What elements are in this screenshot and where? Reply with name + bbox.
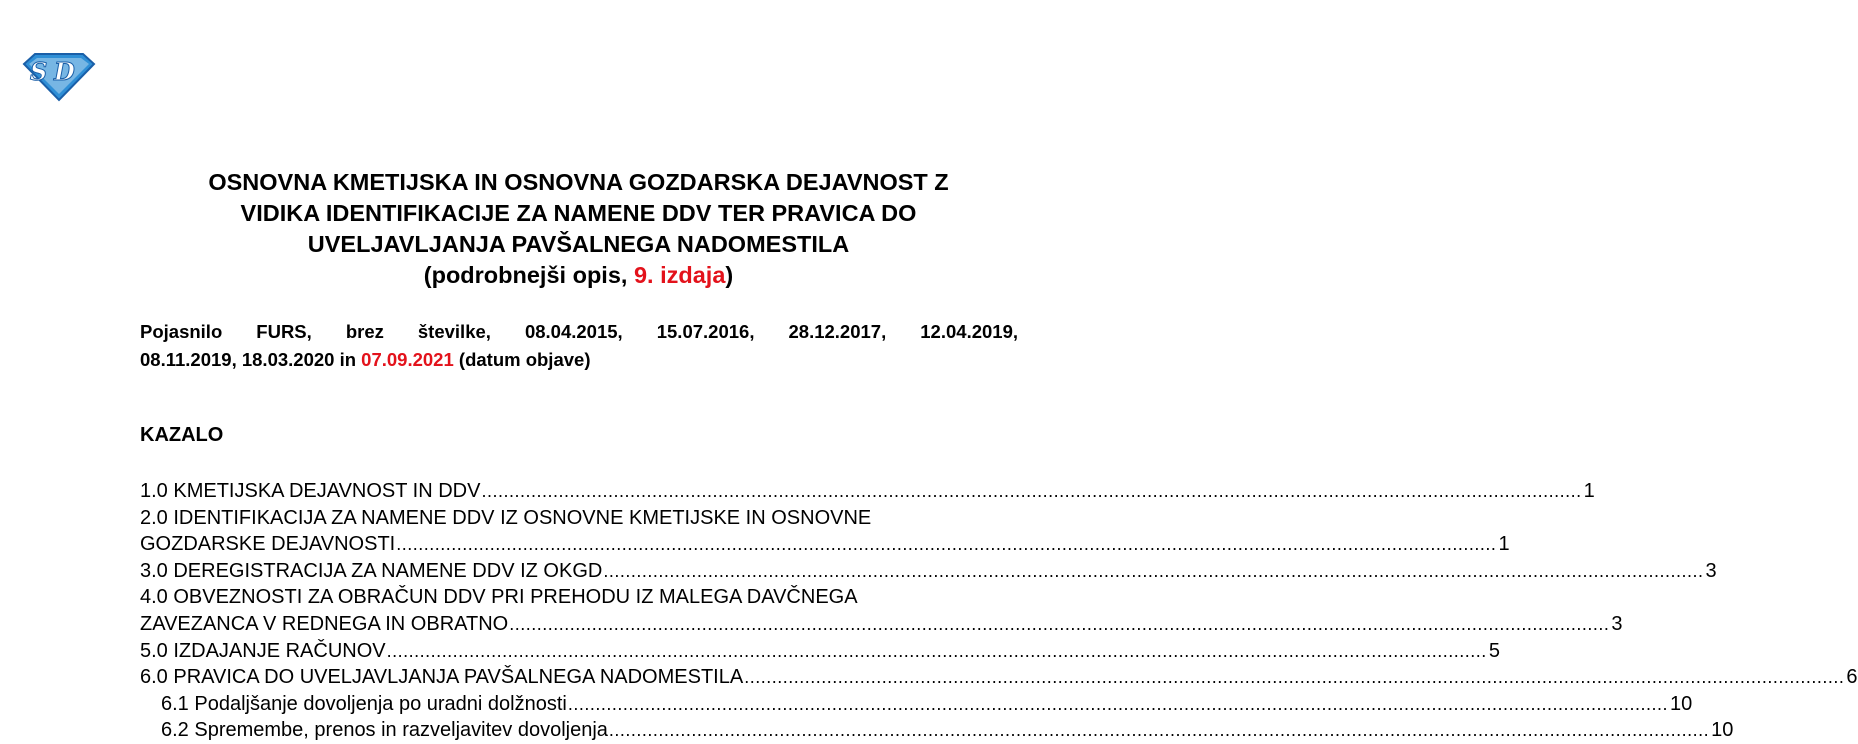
toc-entry[interactable] — [140, 531, 1510, 558]
toc-leader: ........................................................................................................................................................................................................ — [567, 693, 1669, 714]
edition-suffix: ) — [725, 262, 734, 288]
toc-entry-page: 3 — [1705, 559, 1717, 582]
toc-entry-title: ZAVEZANCA V REDNEGA IN OBRATNO — [140, 612, 509, 635]
toc-leader: ........................................................................................................................................................................................................ — [744, 667, 1845, 688]
title-edition — [0, 260, 1157, 291]
toc-entry-title: 3.0 DEREGISTRACIJA ZA NAMENE DDV IZ OKGD — [140, 559, 603, 582]
intro-line-1: Pojasnilo FURS, brez številke, 08.04.2015, 15.07.2016, 28.12.2017, 12.04.2019, — [140, 321, 1018, 342]
toc-leader: ........................................................................................................................................................................................................ — [396, 534, 1497, 555]
toc-entry-page: 10 — [1670, 692, 1693, 715]
toc-leader: ........................................................................................................................................................................................................ — [608, 720, 1710, 741]
toc-entry[interactable] — [140, 478, 1595, 505]
intro-line-2 — [140, 346, 1018, 374]
toc-leader: ........................................................................................................................................................................................................ — [386, 640, 1487, 661]
edition-prefix: (podrobnejši opis, — [423, 262, 634, 288]
toc-entry-title-line-1[interactable]: 4.0 OBVEZNOSTI ZA OBRAČUN DDV PRI PREHODU IZ MALEGA DAVČNEGA — [140, 586, 858, 609]
toc-heading: KAZALO — [140, 424, 224, 446]
intro-latest-date: 07.09.2021 — [361, 349, 454, 370]
toc-entry-title: GOZDARSKE DEJAVNOSTI — [140, 533, 396, 556]
toc-entry-page: 6 — [1846, 666, 1858, 689]
title-line-3: UVELJAVLJANJA PAVŠALNEGA NADOMESTILA — [307, 231, 850, 257]
toc-entry-title-line-1[interactable]: 2.0 IDENTIFIKACIJA ZA NAMENE DDV IZ OSNOVNE KMETIJSKE IN OSNOVNE — [140, 506, 872, 529]
toc-subentry[interactable] — [140, 717, 1734, 744]
toc-leader: ........................................................................................................................................................................................................ — [509, 613, 1610, 634]
toc-subentry[interactable] — [140, 691, 1693, 718]
toc-entry-page: 10 — [1711, 719, 1734, 742]
edition-number: 9. izdaja — [633, 262, 726, 288]
toc-entry-page: 5 — [1488, 639, 1500, 662]
toc-entry[interactable] — [140, 558, 1717, 585]
toc-entry-page: 1 — [1583, 480, 1595, 502]
table-of-contents — [140, 478, 1858, 744]
toc-entry-title: 1.0 KMETIJSKA DEJAVNOST IN DDV — [140, 480, 481, 502]
toc-entry-page: 3 — [1611, 612, 1623, 635]
svg-text:S: S — [30, 57, 48, 86]
title-line-2: VIDIKA IDENTIFIKACIJE ZA NAMENE DDV TER PRAVICA DO — [240, 200, 917, 226]
svg-text:D: D — [54, 57, 75, 86]
toc-entry[interactable] — [140, 638, 1500, 665]
toc-entry[interactable] — [140, 611, 1623, 638]
toc-leader: ........................................................................................................................................................................................................ — [603, 560, 1704, 581]
intro-note: (datum objave) — [453, 349, 591, 370]
intro-paragraph — [140, 318, 1018, 374]
toc-entry-title: 5.0 IZDAJANJE RAČUNOV — [140, 639, 386, 662]
toc-entry-title: 6.0 PRAVICA DO UVELJAVLJANJA PAVŠALNEGA NADOMESTILA — [140, 666, 744, 689]
toc-entry-title: 6.1 Podaljšanje dovoljenja po uradni dolžnosti — [161, 692, 567, 715]
document-title — [0, 167, 1157, 291]
toc-leader: ........................................................................................................................................................................................................ — [481, 481, 1582, 501]
toc-entry-page: 1 — [1498, 533, 1510, 556]
title-line-1: OSNOVNA KMETIJSKA IN OSNOVNA GOZDARSKA DEJAVNOST Z — [208, 169, 949, 195]
furs-logo — [21, 50, 97, 104]
toc-entry-title: 6.2 Spremembe, prenos in razveljavitev dovoljenja — [161, 719, 608, 742]
intro-dates: 08.11.2019, 18.03.2020 in — [140, 349, 362, 370]
toc-entry[interactable] — [140, 664, 1858, 691]
